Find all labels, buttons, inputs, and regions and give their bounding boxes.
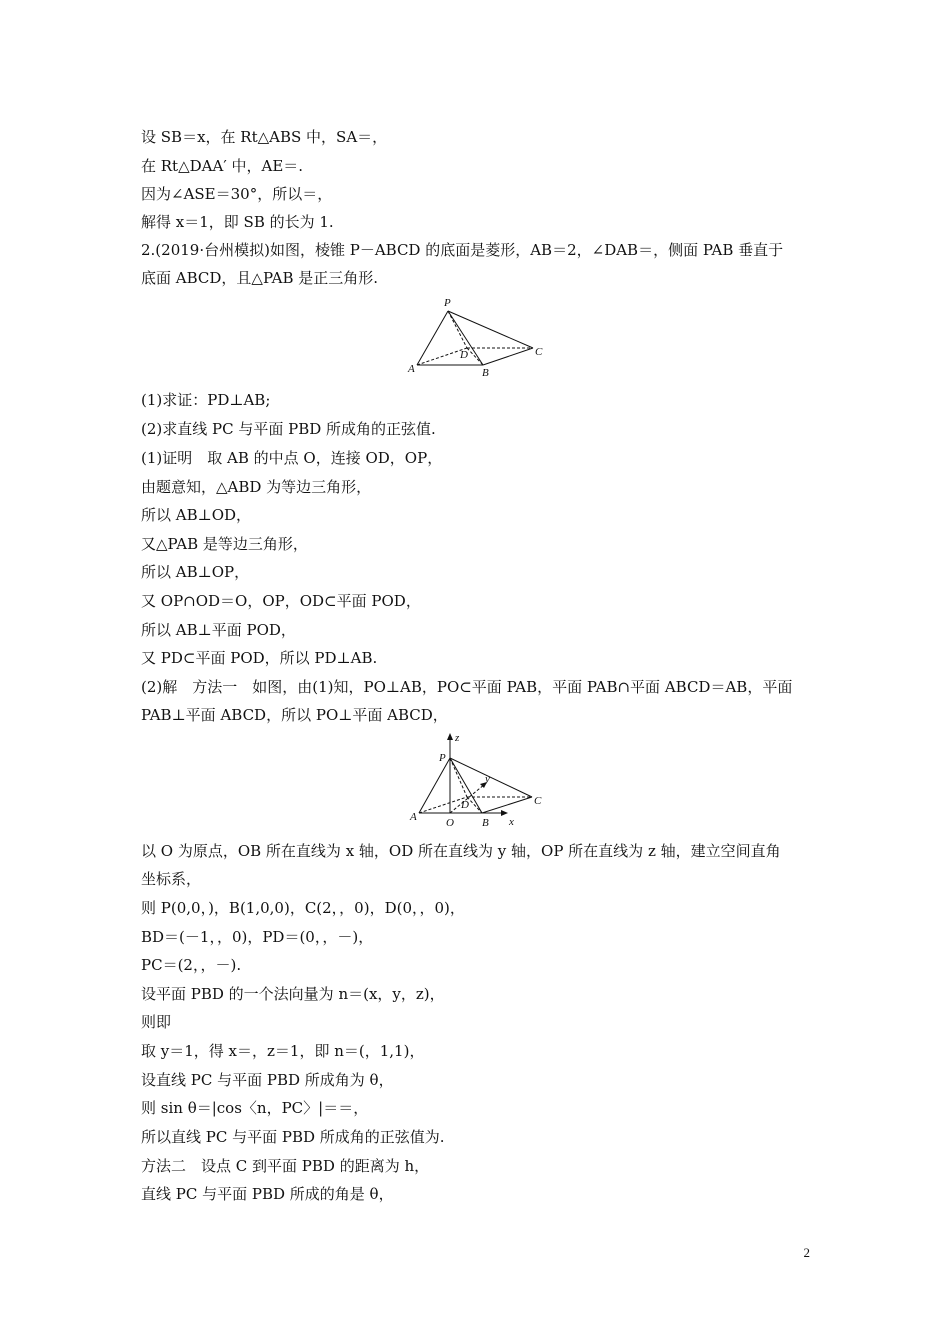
text-line: PAB⊥平面 ABCD，所以 PO⊥平面 ABCD， (141, 706, 448, 724)
label-x: x (509, 816, 514, 828)
label-y: y (485, 773, 490, 785)
label-p: P (444, 297, 451, 309)
text-line: 由题意知，△ABD 为等边三角形， (141, 478, 372, 496)
label-p: P (439, 752, 446, 764)
text-line: 坐标系， (141, 870, 202, 888)
text-line: 因为∠ASE＝30°，所以＝， (141, 185, 333, 203)
text-line: 则即 (141, 1013, 172, 1031)
text-line: 设 SB＝x，在 Rt△ABS 中，SA＝， (141, 128, 388, 146)
text-line: 以 O 为原点，OB 所在直线为 x 轴，OD 所在直线为 y 轴，OP 所在直线为 z 轴，建立空间直角 (141, 842, 781, 860)
problem-statement: 底面 ABCD，且△PAB 是正三角形. (141, 269, 379, 287)
label-b: B (482, 367, 489, 379)
text-line: (1)求证：PD⊥AB; (141, 391, 271, 409)
problem-statement: 2.(2019·台州模拟)如图，棱锥 P－ABCD 的底面是菱形，AB＝2，∠DAB＝，侧面 PAB 垂直于 (141, 241, 784, 259)
text-line: 又△PAB 是等边三角形， (141, 535, 308, 553)
text-line: 又 PD⊂平面 POD，所以 PD⊥AB. (141, 649, 378, 667)
label-o: O (446, 817, 454, 829)
text-line: 取 y＝1，得 x＝，z＝1，即 n＝(，1,1)， (141, 1042, 425, 1060)
text-line: 直线 PC 与平面 PBD 所成的角是 θ， (141, 1185, 394, 1203)
page-number: 2 (803, 1245, 810, 1260)
text-line: 则 sin θ＝|cos〈n，PC〉|＝＝， (141, 1099, 369, 1117)
label-b: B (482, 817, 489, 829)
label-d: D (460, 349, 468, 361)
text-line: 所以 AB⊥OD， (141, 506, 252, 524)
label-a: A (410, 811, 417, 823)
text-line: (1)证明 取 AB 的中点 O，连接 OD，OP， (141, 449, 443, 467)
text-line: BD＝(－1，，0)，PD＝(0，，－)， (141, 928, 374, 946)
text-line: 所以直线 PC 与平面 PBD 所成角的正弦值为. (141, 1128, 445, 1146)
pyramid-figure (405, 295, 555, 380)
label-z: z (455, 732, 460, 744)
label-c: C (535, 346, 543, 358)
text-line: 所以 AB⊥平面 POD， (141, 621, 296, 639)
coordinate-pyramid-figure (405, 730, 555, 830)
text-line: 方法二 设点 C 到平面 PBD 的距离为 h， (141, 1157, 430, 1175)
label-a: A (408, 363, 415, 375)
label-d: D (461, 799, 469, 811)
text-line: 则 P(0,0，)，B(1,0,0)，C(2，，0)，D(0，，0)， (141, 899, 465, 917)
text-line: 所以 AB⊥OP， (141, 563, 250, 581)
text-line: PC＝(2，，－). (141, 956, 242, 974)
text-line: 又 OP∩OD＝O，OP，OD⊂平面 POD， (141, 592, 421, 610)
text-line: 在 Rt△DAA′ 中，AE＝. (141, 157, 304, 175)
text-line: (2)解 方法一 如图，由(1)知，PO⊥AB，PO⊂平面 PAB，平面 PAB∩平面 ABCD＝AB，平面 (141, 678, 793, 696)
text-line: 设直线 PC 与平面 PBD 所成角为 θ， (141, 1071, 394, 1089)
text-line: (2)求直线 PC 与平面 PBD 所成角的正弦值. (141, 420, 436, 438)
text-line: 设平面 PBD 的一个法向量为 n＝(x，y，z)， (141, 985, 445, 1003)
label-c: C (534, 795, 542, 807)
text-line: 解得 x＝1，即 SB 的长为 1. (141, 213, 334, 231)
